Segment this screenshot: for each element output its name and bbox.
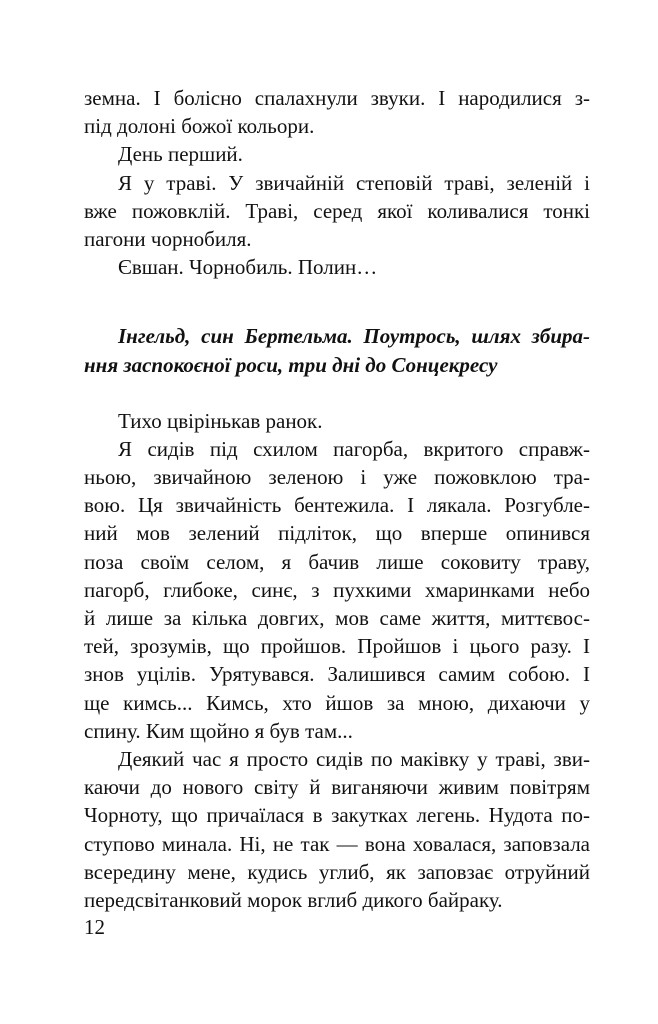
text-line: Я сидів під схилом пагорба, вкритого справж- — [118, 436, 590, 461]
text-line: спину. Ким щойно я був там... — [84, 718, 353, 743]
text-line: знов уцілів. Урятувався. Залишився самим собою. І — [84, 662, 590, 687]
text-line: ще кимсь... Кимсь, хто йшов за мною, дихаючи у — [84, 690, 590, 715]
text-line: вою. Ця звичайність бентежила. І лякала. Розгублe- — [84, 493, 590, 518]
text-line: поза своїм селом, я бачив лише соковиту траву, — [84, 549, 590, 574]
section-heading-line: ння заспокоєної роси, три дні до Сонцекресу — [84, 352, 498, 377]
section-heading-line: Інгельд, син Бертельма. Поутрось, шлях збира- — [118, 324, 590, 349]
page-text — [84, 84, 590, 914]
page-number: 12 — [84, 915, 105, 939]
text-line: передсвітанковий морок вглиб дикого байраку. — [84, 887, 503, 912]
text-line: ступово минала. Ні, не так — вона ховалася, заповзала — [84, 831, 590, 856]
text-line: під долоні божої кольори. — [84, 114, 315, 139]
text-line: вже пожовклій. Траві, серед якої коливалися тонкі — [84, 198, 590, 223]
text-line: каючи до нового світу й виганяючи живим повітрям — [84, 775, 590, 800]
text-line: земна. І болісно спалахнули звуки. І народилися з- — [84, 86, 590, 110]
text-line: Чорноту, що причаїлася в закутках легень. Нудота по- — [84, 803, 590, 828]
text-line: Тихо цвірінькав ранок. — [118, 408, 323, 433]
text-line: Євшан. Чорнобиль. Полин… — [118, 255, 378, 280]
text-line: Деякий час я просто сидів по маківку у траві, зви- — [118, 746, 590, 771]
text-line: ньою, звичайною зеленою і уже пожовклою тра- — [84, 465, 590, 490]
text-line: Я у траві. У звичайній степовій траві, зеленій і — [118, 170, 590, 195]
text-line: пагони чорнобиля. — [84, 226, 252, 251]
text-line: пагорб, глибоке, синє, з пухкими хмаринками небо — [84, 577, 590, 602]
text-line: й лише за кілька довгих, мов саме життя, миттєвос- — [84, 606, 590, 630]
text-line: ний мов зелений підліток, що вперше опинився — [84, 521, 590, 546]
text-line: тей, зрозумів, що пройшов. Пройшов і цього разу. І — [84, 634, 590, 659]
text-line: День перший. — [118, 142, 243, 167]
text-line: всередину мене, кудись углиб, як заповзає отруйний — [84, 859, 590, 884]
